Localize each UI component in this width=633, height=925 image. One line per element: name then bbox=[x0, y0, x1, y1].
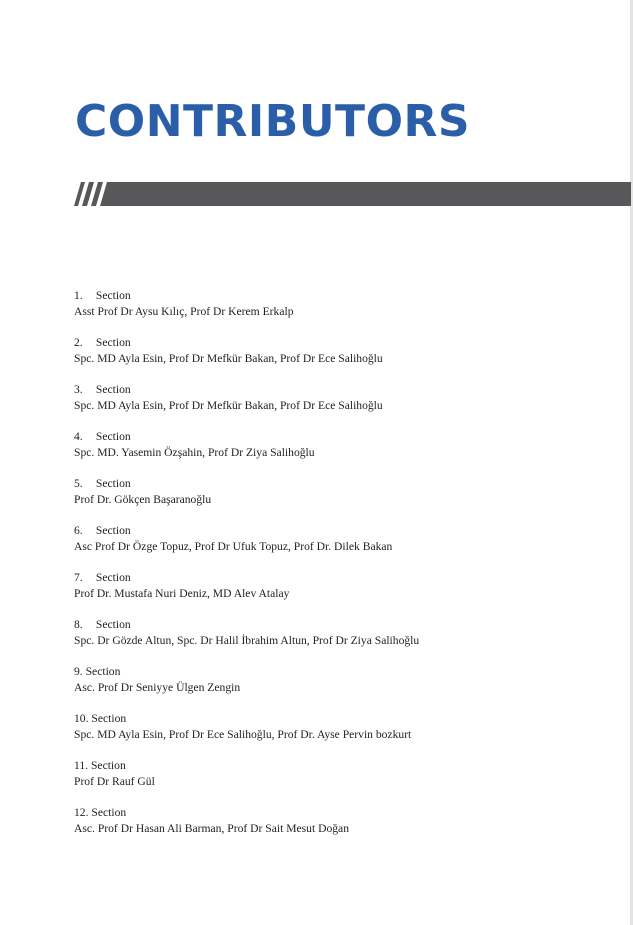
section-number: 12. bbox=[74, 806, 89, 819]
section-entry-1 bbox=[74, 288, 614, 335]
section-entry-11 bbox=[74, 758, 614, 805]
section-number: 9. bbox=[74, 665, 83, 678]
section-entry-7 bbox=[74, 570, 614, 617]
section-heading bbox=[74, 570, 614, 586]
section-number: 11. bbox=[74, 759, 89, 772]
section-label: Section bbox=[91, 712, 127, 725]
section-authors: Spc. Dr Gözde Altun, Spc. Dr Halil İbrahim Altun, Prof Dr Ziya Salihoğlu bbox=[74, 634, 420, 647]
section-entry-2 bbox=[74, 335, 614, 382]
section-number: 2. bbox=[74, 336, 83, 349]
section-heading bbox=[74, 758, 614, 774]
section-entry-12 bbox=[74, 805, 614, 852]
section-label: Section bbox=[95, 524, 131, 537]
section-label: Section bbox=[95, 430, 131, 443]
section-number: 7. bbox=[74, 571, 83, 584]
title-divider-band bbox=[74, 182, 631, 206]
section-authors: Spc. MD Ayla Esin, Prof Dr Mefkür Bakan, Prof Dr Ece Salihoğlu bbox=[74, 352, 383, 365]
section-authors: Asc. Prof Dr Seniyye Ülgen Zengin bbox=[74, 681, 241, 694]
section-label: Section bbox=[95, 571, 131, 584]
section-authors: Prof Dr Rauf Gül bbox=[74, 775, 155, 788]
section-heading bbox=[74, 476, 614, 492]
section-entry-8 bbox=[74, 617, 614, 664]
section-authors: Prof Dr. Mustafa Nuri Deniz, MD Alev Atalay bbox=[74, 587, 290, 600]
divider-stripes-icon bbox=[74, 182, 631, 206]
section-label: Section bbox=[95, 289, 131, 302]
section-heading bbox=[74, 617, 614, 633]
section-authors: Asst Prof Dr Aysu Kılıç, Prof Dr Kerem Erkalp bbox=[74, 305, 294, 318]
section-label: Section bbox=[91, 806, 127, 819]
section-authors: Asc Prof Dr Özge Topuz, Prof Dr Ufuk Topuz, Prof Dr. Dilek Bakan bbox=[74, 540, 393, 553]
section-number: 10. bbox=[74, 712, 89, 725]
section-label: Section bbox=[90, 759, 126, 772]
section-label: Section bbox=[95, 477, 131, 490]
page-title: CONTRIBUTORS bbox=[75, 96, 471, 147]
section-entry-9 bbox=[74, 664, 614, 711]
section-entry-6 bbox=[74, 523, 614, 570]
section-number: 4. bbox=[74, 430, 83, 443]
section-authors: Spc. MD. Yasemin Özşahin, Prof Dr Ziya Salihoğlu bbox=[74, 446, 315, 459]
section-heading bbox=[74, 288, 614, 304]
section-number: 3. bbox=[74, 383, 83, 396]
contributors-list bbox=[74, 288, 614, 852]
section-authors: Spc. MD Ayla Esin, Prof Dr Ece Salihoğlu, Prof Dr. Ayse Pervin bozkurt bbox=[74, 728, 412, 741]
section-authors: Asc. Prof Dr Hasan Ali Barman, Prof Dr Sait Mesut Doğan bbox=[74, 822, 349, 835]
section-heading bbox=[74, 523, 614, 539]
section-number: 8. bbox=[74, 618, 83, 631]
section-heading bbox=[74, 429, 614, 445]
section-number: 1. bbox=[74, 289, 83, 302]
section-label: Section bbox=[85, 665, 121, 678]
section-label: Section bbox=[95, 383, 131, 396]
section-heading bbox=[74, 664, 614, 680]
section-label: Section bbox=[95, 618, 131, 631]
section-heading bbox=[74, 711, 614, 727]
section-label: Section bbox=[95, 336, 131, 349]
section-entry-3 bbox=[74, 382, 614, 429]
section-authors: Prof Dr. Gökçen Başaranoğlu bbox=[74, 493, 212, 506]
section-heading bbox=[74, 805, 614, 821]
section-number: 6. bbox=[74, 524, 83, 537]
section-heading bbox=[74, 335, 614, 351]
section-entry-4 bbox=[74, 429, 614, 476]
section-entry-5 bbox=[74, 476, 614, 523]
section-authors: Spc. MD Ayla Esin, Prof Dr Mefkür Bakan, Prof Dr Ece Salihoğlu bbox=[74, 399, 383, 412]
section-heading bbox=[74, 382, 614, 398]
section-number: 5. bbox=[74, 477, 83, 490]
section-entry-10 bbox=[74, 711, 614, 758]
